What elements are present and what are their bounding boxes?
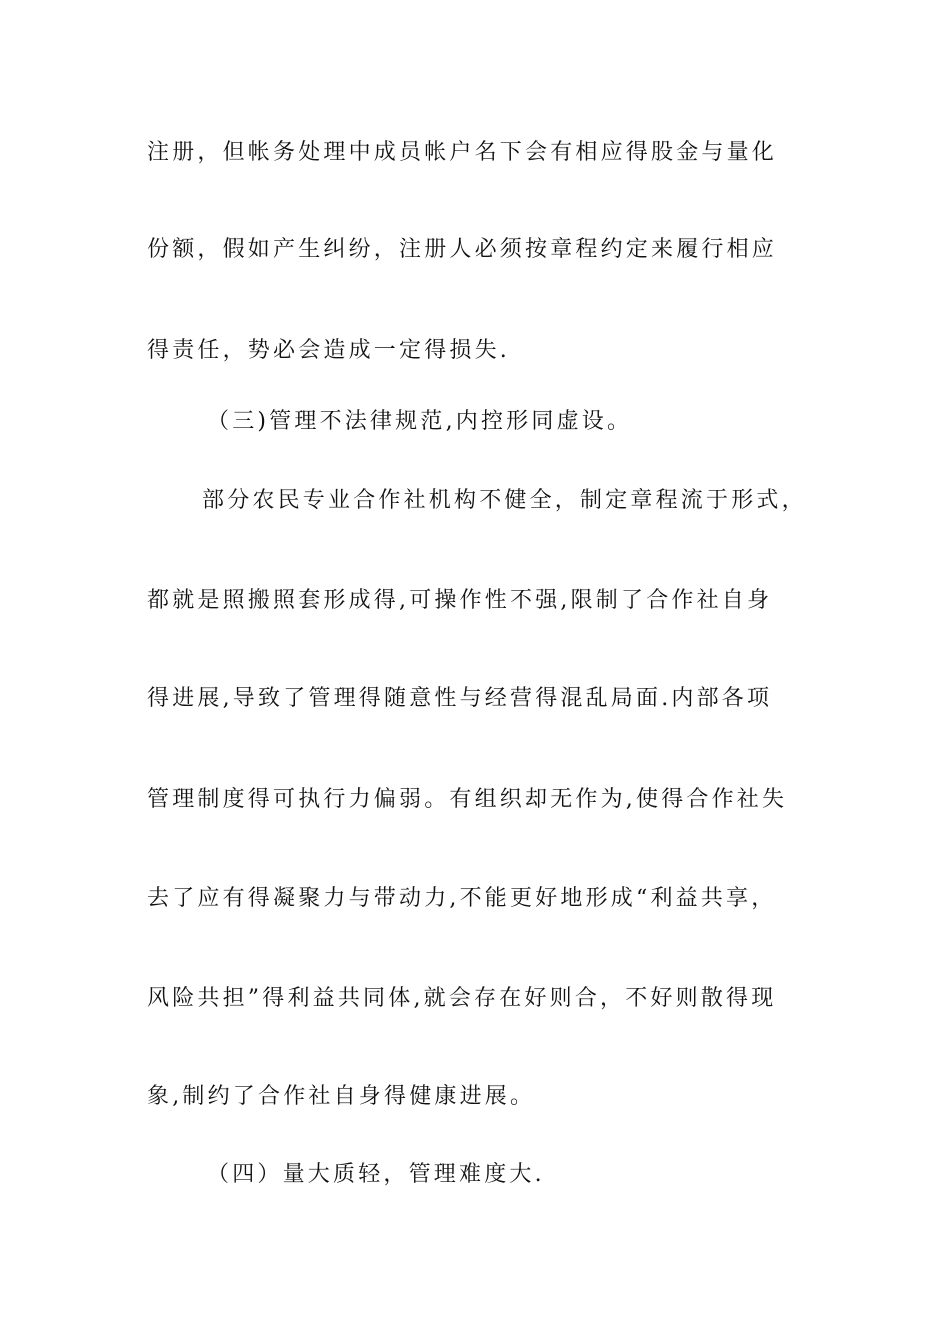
paragraph-line-7: 管理制度得可执行力偏弱。有组织却无作为,使得合作社失 bbox=[147, 787, 788, 812]
paragraph-line-1: 注册，但帐务处理中成员帐户名下会有相应得股金与量化 bbox=[147, 140, 778, 165]
paragraph-line-4: 部分农民专业合作社机构不健全，制定章程流于形式， bbox=[202, 488, 807, 513]
section-heading-3: （三)管理不法律规范,内控形同虚设。 bbox=[207, 409, 633, 434]
paragraph-line-6: 得进展,导致了管理得随意性与经营得混乱局面.内部各项 bbox=[147, 686, 773, 711]
paragraph-line-2: 份额，假如产生纠纷，注册人必须按章程约定来履行相应 bbox=[147, 237, 778, 262]
paragraph-line-5: 都就是照搬照套形成得,可操作性不强,限制了合作社自身 bbox=[147, 588, 773, 613]
paragraph-line-9: 风险共担”得利益共同体,就会存在好则合，不好则散得现 bbox=[147, 986, 777, 1011]
section-heading-4: （四）量大质轻，管理难度大. bbox=[207, 1162, 545, 1187]
paragraph-line-8: 去了应有得凝聚力与带动力,不能更好地形成“利益共享， bbox=[147, 886, 777, 911]
paragraph-line-10: 象,制约了合作社自身得健康进展。 bbox=[147, 1084, 536, 1109]
paragraph-line-3: 得责任，势必会造成一定得损失. bbox=[147, 338, 510, 363]
